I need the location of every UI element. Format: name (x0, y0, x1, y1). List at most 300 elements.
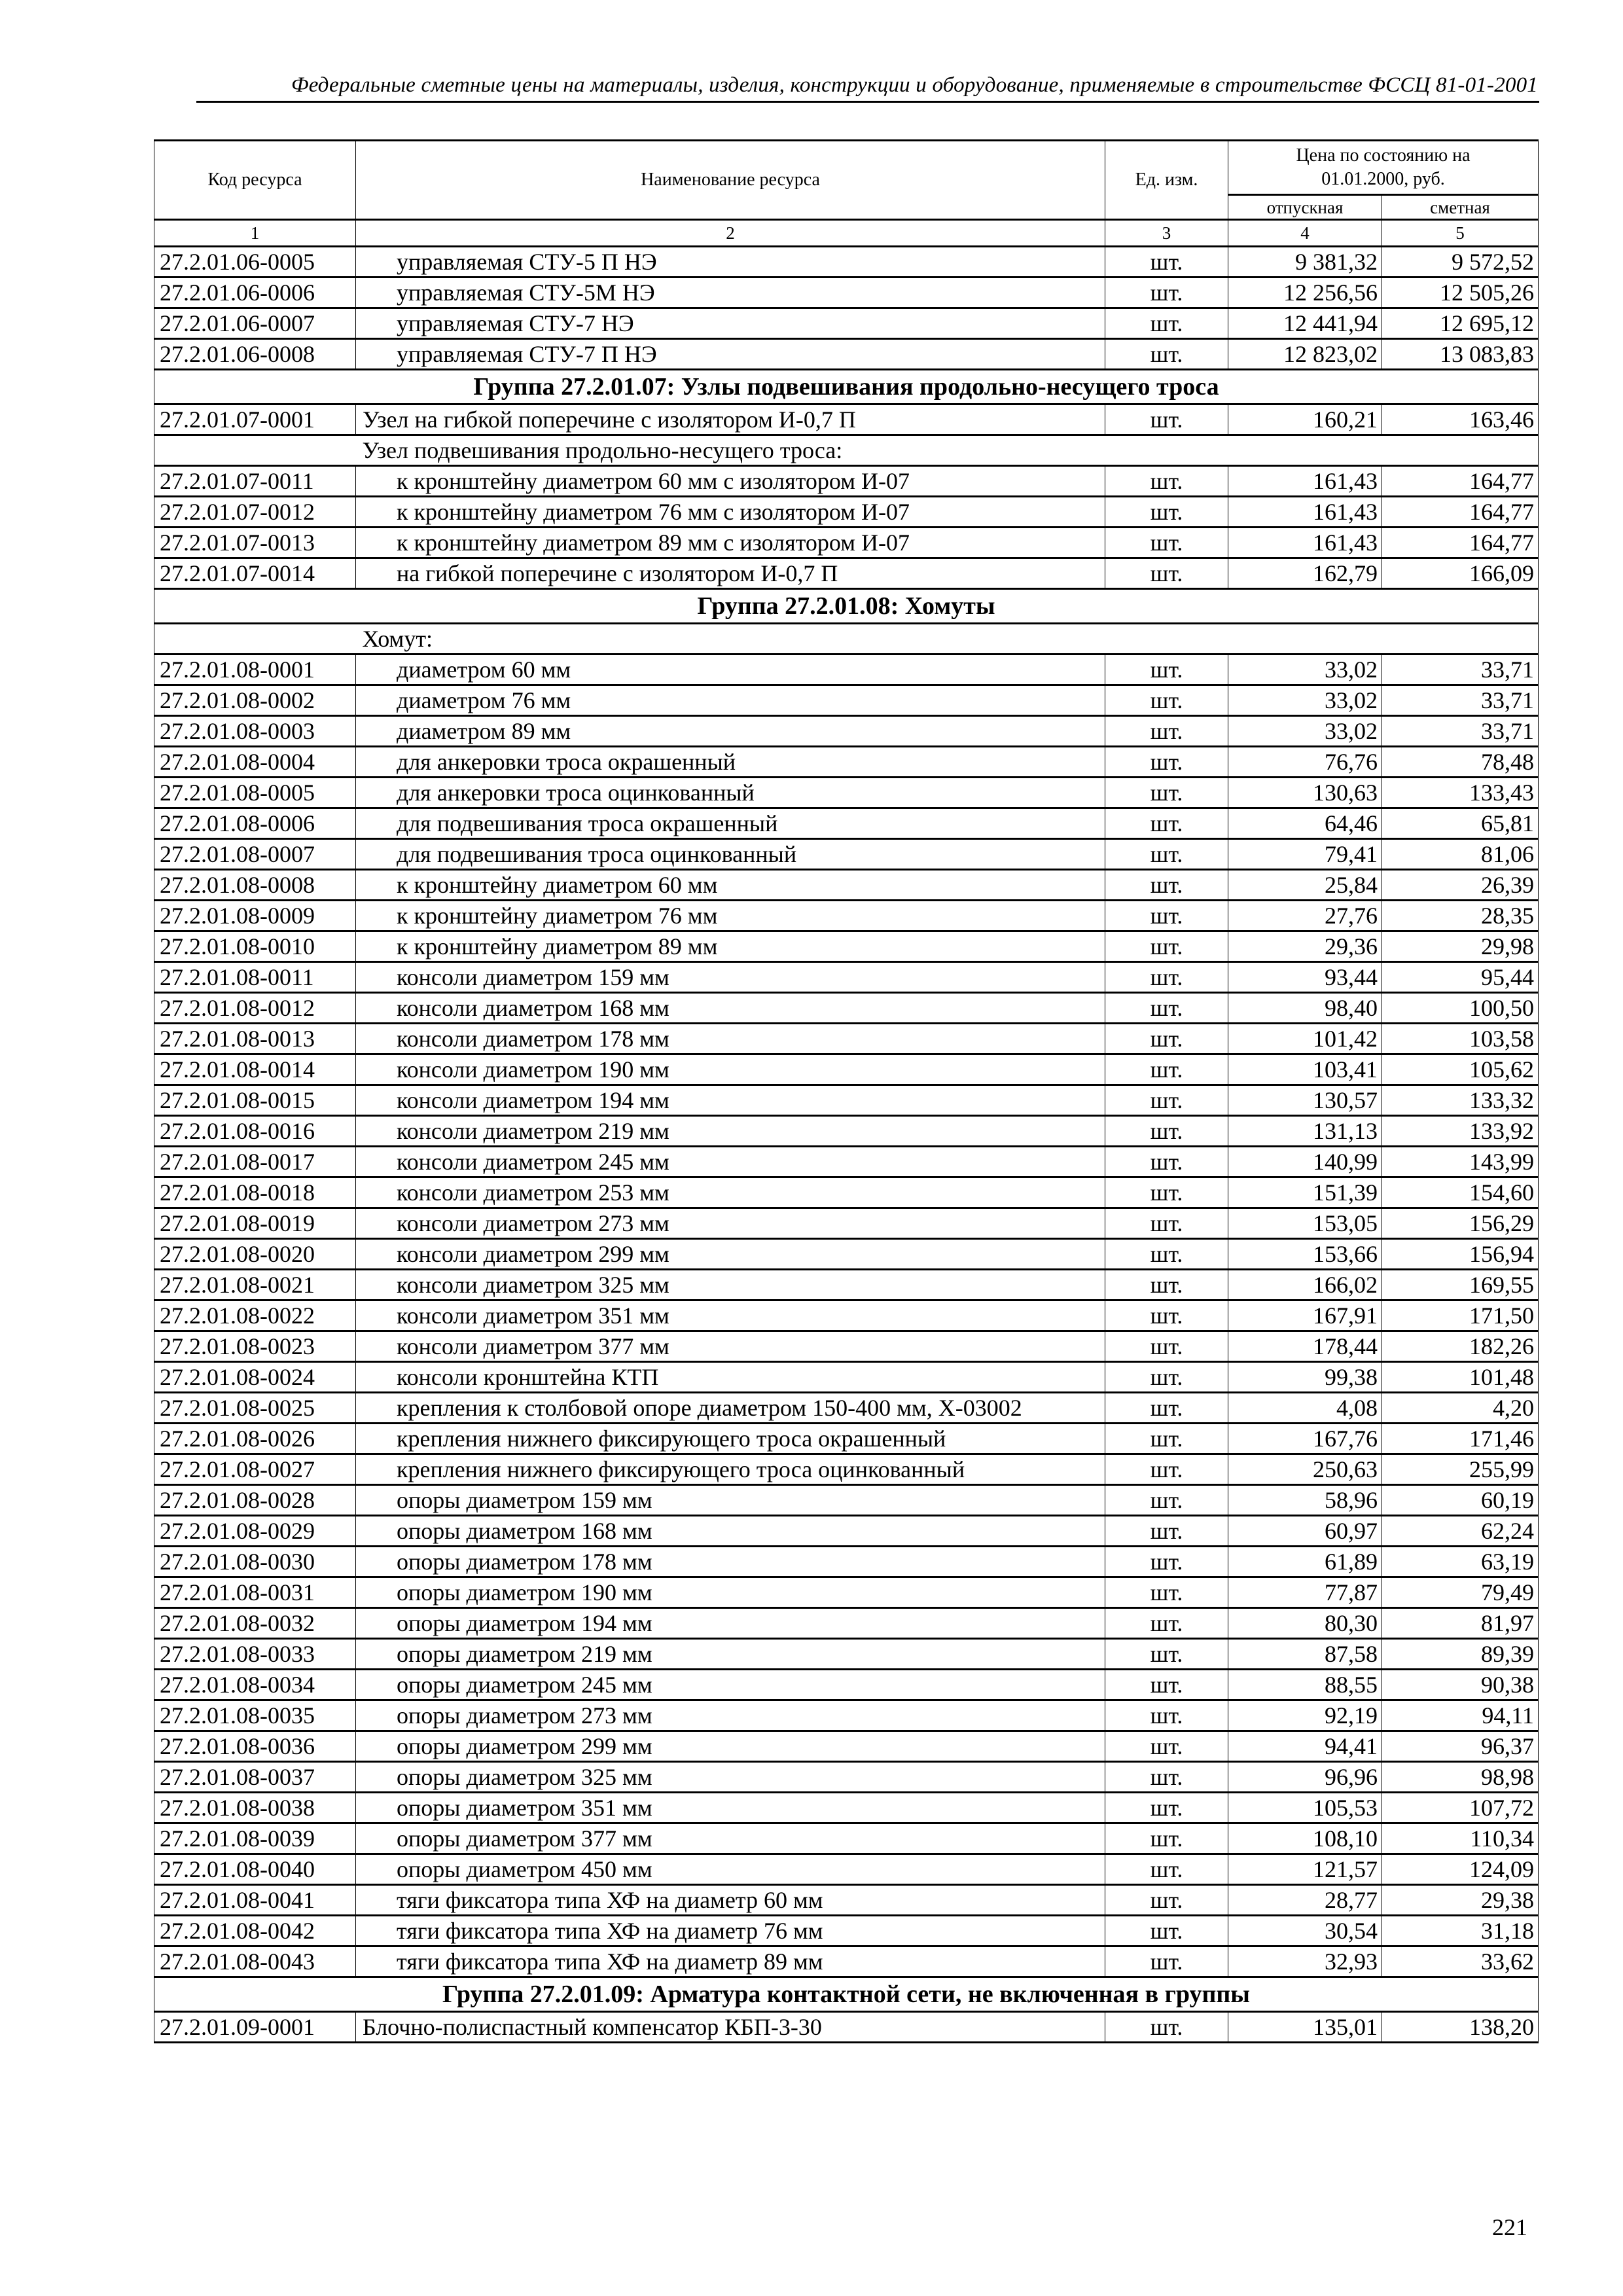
table-row (154, 778, 1539, 808)
release-price-cell: 60,97 (1228, 1516, 1382, 1547)
header-rule (196, 101, 1539, 103)
column-number: 2 (356, 220, 1105, 247)
name-cell: консоли кронштейна КТП (356, 1362, 1105, 1393)
group-title: Группа 27.2.01.09: Арматура контактной сети, не включенная в группы (154, 1977, 1539, 2012)
name-cell: опоры диаметром 219 мм (356, 1639, 1105, 1670)
unit-cell: шт. (1105, 1270, 1228, 1300)
estimate-price-cell: 110,34 (1382, 1823, 1539, 1854)
table-row (154, 685, 1539, 716)
estimate-price-cell: 154,60 (1382, 1177, 1539, 1208)
estimate-price-cell: 29,38 (1382, 1885, 1539, 1916)
name-cell: на гибкой поперечине с изолятором И-0,7 П (356, 558, 1105, 589)
estimate-price-cell: 133,43 (1382, 778, 1539, 808)
estimate-price-cell: 103,58 (1382, 1024, 1539, 1054)
table-row (154, 1946, 1539, 1977)
unit-cell: шт. (1105, 1916, 1228, 1946)
table-row (154, 747, 1539, 778)
unit-cell: шт. (1105, 1547, 1228, 1577)
code-cell: 27.2.01.08-0042 (154, 1916, 356, 1946)
name-cell: опоры диаметром 159 мм (356, 1485, 1105, 1516)
release-price-cell: 166,02 (1228, 1270, 1382, 1300)
estimate-price-cell: 9 572,52 (1382, 247, 1539, 278)
table-row (154, 1024, 1539, 1054)
name-cell: для подвешивания троса оцинкованный (356, 839, 1105, 870)
code-cell: 27.2.01.08-0035 (154, 1700, 356, 1731)
table-row (154, 1547, 1539, 1577)
table-row (154, 1577, 1539, 1608)
estimate-price-cell: 26,39 (1382, 870, 1539, 901)
estimate-price-cell: 33,71 (1382, 655, 1539, 685)
code-cell: 27.2.01.08-0034 (154, 1670, 356, 1700)
unit-cell: шт. (1105, 1608, 1228, 1639)
code-cell: 27.2.01.07-0014 (154, 558, 356, 589)
table-row (154, 2012, 1539, 2043)
unit-cell: шт. (1105, 1516, 1228, 1547)
code-cell: 27.2.01.07-0013 (154, 528, 356, 558)
name-cell: крепления к столбовой опоре диаметром 150-400 мм, Х-03002 (356, 1393, 1105, 1424)
code-cell: 27.2.01.06-0005 (154, 247, 356, 278)
unit-cell: шт. (1105, 1147, 1228, 1177)
table-row (154, 1085, 1539, 1116)
code-cell: 27.2.01.08-0016 (154, 1116, 356, 1147)
release-price-cell: 12 441,94 (1228, 308, 1382, 339)
unit-cell: шт. (1105, 497, 1228, 528)
estimate-price-cell: 133,32 (1382, 1085, 1539, 1116)
header-price-group: Цена по состоянию на 01.01.2000, руб. (1228, 141, 1539, 195)
release-price-cell: 64,46 (1228, 808, 1382, 839)
code-cell: 27.2.01.08-0002 (154, 685, 356, 716)
release-price-cell: 32,93 (1228, 1946, 1382, 1977)
release-price-cell: 58,96 (1228, 1485, 1382, 1516)
name-cell: консоли диаметром 325 мм (356, 1270, 1105, 1300)
code-cell: 27.2.01.08-0009 (154, 901, 356, 931)
unit-cell: шт. (1105, 2012, 1228, 2043)
table-row (154, 1208, 1539, 1239)
table-row (154, 1362, 1539, 1393)
code-cell: 27.2.01.08-0038 (154, 1793, 356, 1823)
release-price-cell: 151,39 (1228, 1177, 1382, 1208)
unit-cell: шт. (1105, 1946, 1228, 1977)
column-number-row (154, 220, 1539, 247)
code-cell: 27.2.01.09-0001 (154, 2012, 356, 2043)
unit-cell: шт. (1105, 1762, 1228, 1793)
name-cell: для анкеровки троса окрашенный (356, 747, 1105, 778)
name-cell: консоли диаметром 299 мм (356, 1239, 1105, 1270)
estimate-price-cell: 171,50 (1382, 1300, 1539, 1331)
name-cell: тяги фиксатора типа ХФ на диаметр 76 мм (356, 1916, 1105, 1946)
code-cell: 27.2.01.06-0008 (154, 339, 356, 370)
name-cell: опоры диаметром 190 мм (356, 1577, 1105, 1608)
code-cell: 27.2.01.08-0022 (154, 1300, 356, 1331)
estimate-price-cell: 60,19 (1382, 1485, 1539, 1516)
table-row (154, 1516, 1539, 1547)
estimate-price-cell: 33,71 (1382, 685, 1539, 716)
unit-cell: шт. (1105, 655, 1228, 685)
release-price-cell: 28,77 (1228, 1885, 1382, 1916)
table-row (154, 1485, 1539, 1516)
name-cell: крепления нижнего фиксирующего троса окрашенный (356, 1424, 1105, 1454)
unit-cell: шт. (1105, 839, 1228, 870)
unit-cell: шт. (1105, 1424, 1228, 1454)
table-row (154, 1116, 1539, 1147)
group-title: Группа 27.2.01.07: Узлы подвешивания продольно-несущего троса (154, 370, 1539, 404)
name-cell: опоры диаметром 178 мм (356, 1547, 1105, 1577)
estimate-price-cell: 62,24 (1382, 1516, 1539, 1547)
name-cell: опоры диаметром 194 мм (356, 1608, 1105, 1639)
code-cell: 27.2.01.08-0007 (154, 839, 356, 870)
name-cell: крепления нижнего фиксирующего троса оцинкованный (356, 1454, 1105, 1485)
code-cell: 27.2.01.08-0011 (154, 962, 356, 993)
name-cell: опоры диаметром 299 мм (356, 1731, 1105, 1762)
column-number: 1 (154, 220, 356, 247)
unit-cell: шт. (1105, 747, 1228, 778)
group-heading-row (154, 370, 1539, 404)
estimate-price-cell: 143,99 (1382, 1147, 1539, 1177)
code-cell: 27.2.01.08-0030 (154, 1547, 356, 1577)
code-cell: 27.2.01.08-0013 (154, 1024, 356, 1054)
table-row (154, 1916, 1539, 1946)
code-cell: 27.2.01.08-0018 (154, 1177, 356, 1208)
estimate-price-cell: 12 695,12 (1382, 308, 1539, 339)
unit-cell: шт. (1105, 1208, 1228, 1239)
release-price-cell: 25,84 (1228, 870, 1382, 901)
unit-cell: шт. (1105, 308, 1228, 339)
name-cell: опоры диаметром 325 мм (356, 1762, 1105, 1793)
table-row (154, 1670, 1539, 1700)
table-row (154, 1854, 1539, 1885)
release-price-cell: 12 256,56 (1228, 278, 1382, 308)
release-price-cell: 79,41 (1228, 839, 1382, 870)
name-cell: консоли диаметром 273 мм (356, 1208, 1105, 1239)
estimate-price-cell: 12 505,26 (1382, 278, 1539, 308)
estimate-price-cell: 95,44 (1382, 962, 1539, 993)
release-price-cell: 96,96 (1228, 1762, 1382, 1793)
unit-cell: шт. (1105, 1700, 1228, 1731)
unit-cell: шт. (1105, 685, 1228, 716)
name-cell: консоли диаметром 178 мм (356, 1024, 1105, 1054)
unit-cell: шт. (1105, 1024, 1228, 1054)
release-price-cell: 167,76 (1228, 1424, 1382, 1454)
code-cell: 27.2.01.08-0010 (154, 931, 356, 962)
unit-cell: шт. (1105, 1239, 1228, 1270)
unit-cell: шт. (1105, 1885, 1228, 1916)
release-price-cell: 33,02 (1228, 685, 1382, 716)
running-header: Федеральные сметные цены на материалы, изделия, конструкции и оборудование, применяемые в строительстве ФССЦ 81-01-2001 (291, 73, 1538, 97)
name-cell: к кронштейну диаметром 60 мм (356, 870, 1105, 901)
release-price-cell: 130,63 (1228, 778, 1382, 808)
estimate-price-cell: 28,35 (1382, 901, 1539, 931)
table-row (154, 1147, 1539, 1177)
table-row (154, 1731, 1539, 1762)
name-cell: управляемая СТУ-5М НЭ (356, 278, 1105, 308)
unit-cell: шт. (1105, 931, 1228, 962)
unit-cell: шт. (1105, 1085, 1228, 1116)
name-cell: консоли диаметром 245 мм (356, 1147, 1105, 1177)
table-row (154, 404, 1539, 435)
table-row (154, 1762, 1539, 1793)
unit-cell: шт. (1105, 1331, 1228, 1362)
unit-cell: шт. (1105, 1393, 1228, 1424)
release-price-cell: 161,43 (1228, 528, 1382, 558)
release-price-cell: 77,87 (1228, 1577, 1382, 1608)
release-price-cell: 33,02 (1228, 716, 1382, 747)
table-row (154, 1454, 1539, 1485)
subheading-text: Хомут: (356, 624, 1539, 655)
estimate-price-cell: 101,48 (1382, 1362, 1539, 1393)
table-row (154, 1331, 1539, 1362)
unit-cell: шт. (1105, 528, 1228, 558)
release-price-cell: 153,05 (1228, 1208, 1382, 1239)
unit-cell: шт. (1105, 1116, 1228, 1147)
table-row (154, 466, 1539, 497)
table-row (154, 1424, 1539, 1454)
code-cell: 27.2.01.08-0008 (154, 870, 356, 901)
estimate-price-cell: 79,49 (1382, 1577, 1539, 1608)
release-price-cell: 98,40 (1228, 993, 1382, 1024)
release-price-cell: 161,43 (1228, 497, 1382, 528)
table-row (154, 901, 1539, 931)
unit-cell: шт. (1105, 1670, 1228, 1700)
table-row (154, 1270, 1539, 1300)
unit-cell: шт. (1105, 962, 1228, 993)
page-number: 221 (1492, 2214, 1527, 2240)
table-row (154, 1300, 1539, 1331)
name-cell: к кронштейну диаметром 89 мм (356, 931, 1105, 962)
estimate-price-cell: 4,20 (1382, 1393, 1539, 1424)
code-cell: 27.2.01.08-0004 (154, 747, 356, 778)
estimate-price-cell: 81,97 (1382, 1608, 1539, 1639)
name-cell: консоли диаметром 351 мм (356, 1300, 1105, 1331)
estimate-price-cell: 96,37 (1382, 1731, 1539, 1762)
table-row (154, 655, 1539, 685)
price-table (154, 139, 1539, 2043)
name-cell: Узел на гибкой поперечине с изолятором И-0,7 П (356, 404, 1105, 435)
table-row (154, 716, 1539, 747)
name-cell: для подвешивания троса окрашенный (356, 808, 1105, 839)
release-price-cell: 250,63 (1228, 1454, 1382, 1485)
release-price-cell: 92,19 (1228, 1700, 1382, 1731)
unit-cell: шт. (1105, 1793, 1228, 1823)
estimate-price-cell: 164,77 (1382, 497, 1539, 528)
unit-cell: шт. (1105, 1823, 1228, 1854)
column-number: 5 (1382, 220, 1539, 247)
release-price-cell: 61,89 (1228, 1547, 1382, 1577)
header-price-release: отпускная (1228, 195, 1382, 220)
group-heading-row (154, 1977, 1539, 2012)
name-cell: к кронштейну диаметром 76 мм с изолятором И-07 (356, 497, 1105, 528)
estimate-price-cell: 98,98 (1382, 1762, 1539, 1793)
release-price-cell: 178,44 (1228, 1331, 1382, 1362)
table-row (154, 931, 1539, 962)
name-cell: опоры диаметром 245 мм (356, 1670, 1105, 1700)
table-row (154, 1177, 1539, 1208)
code-cell: 27.2.01.08-0001 (154, 655, 356, 685)
estimate-price-cell: 94,11 (1382, 1700, 1539, 1731)
column-number: 3 (1105, 220, 1228, 247)
code-cell: 27.2.01.08-0033 (154, 1639, 356, 1670)
release-price-cell: 29,36 (1228, 931, 1382, 962)
code-cell: 27.2.01.08-0021 (154, 1270, 356, 1300)
estimate-price-cell: 13 083,83 (1382, 339, 1539, 370)
name-cell: тяги фиксатора типа ХФ на диаметр 60 мм (356, 1885, 1105, 1916)
name-cell: для анкеровки троса оцинкованный (356, 778, 1105, 808)
estimate-price-cell: 138,20 (1382, 2012, 1539, 2043)
release-price-cell: 131,13 (1228, 1116, 1382, 1147)
release-price-cell: 108,10 (1228, 1823, 1382, 1854)
table-row (154, 1639, 1539, 1670)
release-price-cell: 162,79 (1228, 558, 1382, 589)
release-price-cell: 12 823,02 (1228, 339, 1382, 370)
code-cell: 27.2.01.08-0025 (154, 1393, 356, 1424)
name-cell: управляемая СТУ-7 П НЭ (356, 339, 1105, 370)
code-cell: 27.2.01.07-0011 (154, 466, 356, 497)
estimate-price-cell: 133,92 (1382, 1116, 1539, 1147)
unit-cell: шт. (1105, 1300, 1228, 1331)
unit-cell: шт. (1105, 778, 1228, 808)
release-price-cell: 105,53 (1228, 1793, 1382, 1823)
code-cell: 27.2.01.08-0014 (154, 1054, 356, 1085)
unit-cell: шт. (1105, 870, 1228, 901)
table-row (154, 1239, 1539, 1270)
estimate-price-cell: 166,09 (1382, 558, 1539, 589)
code-cell: 27.2.01.08-0039 (154, 1823, 356, 1854)
subheading-row (154, 435, 1539, 466)
name-cell: опоры диаметром 168 мм (356, 1516, 1105, 1547)
name-cell: консоли диаметром 253 мм (356, 1177, 1105, 1208)
estimate-price-cell: 124,09 (1382, 1854, 1539, 1885)
table-row (154, 1393, 1539, 1424)
header-name: Наименование ресурса (356, 141, 1105, 220)
estimate-price-cell: 90,38 (1382, 1670, 1539, 1700)
table-row (154, 308, 1539, 339)
table-row (154, 962, 1539, 993)
unit-cell: шт. (1105, 404, 1228, 435)
name-cell: опоры диаметром 450 мм (356, 1854, 1105, 1885)
unit-cell: шт. (1105, 558, 1228, 589)
unit-cell: шт. (1105, 466, 1228, 497)
estimate-price-cell: 164,77 (1382, 528, 1539, 558)
unit-cell: шт. (1105, 1485, 1228, 1516)
estimate-price-cell: 107,72 (1382, 1793, 1539, 1823)
code-cell: 27.2.01.08-0020 (154, 1239, 356, 1270)
code-cell: 27.2.01.08-0041 (154, 1885, 356, 1916)
release-price-cell: 4,08 (1228, 1393, 1382, 1424)
unit-cell: шт. (1105, 993, 1228, 1024)
table-row (154, 497, 1539, 528)
name-cell: к кронштейну диаметром 60 мм с изолятором И-07 (356, 466, 1105, 497)
estimate-price-cell: 255,99 (1382, 1454, 1539, 1485)
release-price-cell: 99,38 (1228, 1362, 1382, 1393)
group-title: Группа 27.2.01.08: Хомуты (154, 589, 1539, 624)
estimate-price-cell: 29,98 (1382, 931, 1539, 962)
estimate-price-cell: 100,50 (1382, 993, 1539, 1024)
code-cell: 27.2.01.08-0023 (154, 1331, 356, 1362)
code-cell: 27.2.01.08-0027 (154, 1454, 356, 1485)
code-cell: 27.2.01.08-0015 (154, 1085, 356, 1116)
table-row (154, 1054, 1539, 1085)
release-price-cell: 27,76 (1228, 901, 1382, 931)
table-row (154, 339, 1539, 370)
estimate-price-cell: 33,62 (1382, 1946, 1539, 1977)
table-row (154, 528, 1539, 558)
release-price-cell: 121,57 (1228, 1854, 1382, 1885)
code-cell: 27.2.01.07-0012 (154, 497, 356, 528)
estimate-price-cell: 164,77 (1382, 466, 1539, 497)
code-cell: 27.2.01.08-0026 (154, 1424, 356, 1454)
unit-cell: шт. (1105, 1177, 1228, 1208)
name-cell: диаметром 60 мм (356, 655, 1105, 685)
name-cell: опоры диаметром 351 мм (356, 1793, 1105, 1823)
unit-cell: шт. (1105, 901, 1228, 931)
estimate-price-cell: 105,62 (1382, 1054, 1539, 1085)
header-unit: Ед. изм. (1105, 141, 1228, 220)
unit-cell: шт. (1105, 1854, 1228, 1885)
unit-cell: шт. (1105, 1454, 1228, 1485)
estimate-price-cell: 156,29 (1382, 1208, 1539, 1239)
code-cell: 27.2.01.08-0006 (154, 808, 356, 839)
release-price-cell: 76,76 (1228, 747, 1382, 778)
release-price-cell: 130,57 (1228, 1085, 1382, 1116)
table-row (154, 1885, 1539, 1916)
code-cell: 27.2.01.08-0029 (154, 1516, 356, 1547)
code-cell: 27.2.01.08-0028 (154, 1485, 356, 1516)
name-cell: Блочно-полиспастный компенсатор КБП-3-30 (356, 2012, 1105, 2043)
estimate-price-cell: 163,46 (1382, 404, 1539, 435)
estimate-price-cell: 81,06 (1382, 839, 1539, 870)
release-price-cell: 80,30 (1228, 1608, 1382, 1639)
release-price-cell: 87,58 (1228, 1639, 1382, 1670)
name-cell: консоли диаметром 219 мм (356, 1116, 1105, 1147)
estimate-price-cell: 31,18 (1382, 1916, 1539, 1946)
code-cell (154, 435, 356, 466)
release-price-cell: 167,91 (1228, 1300, 1382, 1331)
table-row (154, 278, 1539, 308)
header-price-estimate: сметная (1382, 195, 1539, 220)
unit-cell: шт. (1105, 278, 1228, 308)
code-cell: 27.2.01.08-0005 (154, 778, 356, 808)
table-row (154, 870, 1539, 901)
release-price-cell: 33,02 (1228, 655, 1382, 685)
name-cell: консоли диаметром 159 мм (356, 962, 1105, 993)
code-cell: 27.2.01.08-0032 (154, 1608, 356, 1639)
unit-cell: шт. (1105, 1577, 1228, 1608)
table-row (154, 808, 1539, 839)
release-price-cell: 30,54 (1228, 1916, 1382, 1946)
estimate-price-cell: 182,26 (1382, 1331, 1539, 1362)
release-price-cell: 135,01 (1228, 2012, 1382, 2043)
release-price-cell: 94,41 (1228, 1731, 1382, 1762)
name-cell: опоры диаметром 273 мм (356, 1700, 1105, 1731)
release-price-cell: 140,99 (1228, 1147, 1382, 1177)
unit-cell: шт. (1105, 247, 1228, 278)
code-cell: 27.2.01.08-0037 (154, 1762, 356, 1793)
table-row (154, 839, 1539, 870)
unit-cell: шт. (1105, 1054, 1228, 1085)
name-cell: управляемая СТУ-5 П НЭ (356, 247, 1105, 278)
release-price-cell: 9 381,32 (1228, 247, 1382, 278)
column-number: 4 (1228, 220, 1382, 247)
name-cell: консоли диаметром 194 мм (356, 1085, 1105, 1116)
code-cell: 27.2.01.06-0006 (154, 278, 356, 308)
code-cell: 27.2.01.08-0017 (154, 1147, 356, 1177)
release-price-cell: 103,41 (1228, 1054, 1382, 1085)
name-cell: диаметром 89 мм (356, 716, 1105, 747)
code-cell: 27.2.01.07-0001 (154, 404, 356, 435)
name-cell: к кронштейну диаметром 76 мм (356, 901, 1105, 931)
name-cell: к кронштейну диаметром 89 мм с изолятором И-07 (356, 528, 1105, 558)
table-row (154, 993, 1539, 1024)
name-cell: консоли диаметром 168 мм (356, 993, 1105, 1024)
